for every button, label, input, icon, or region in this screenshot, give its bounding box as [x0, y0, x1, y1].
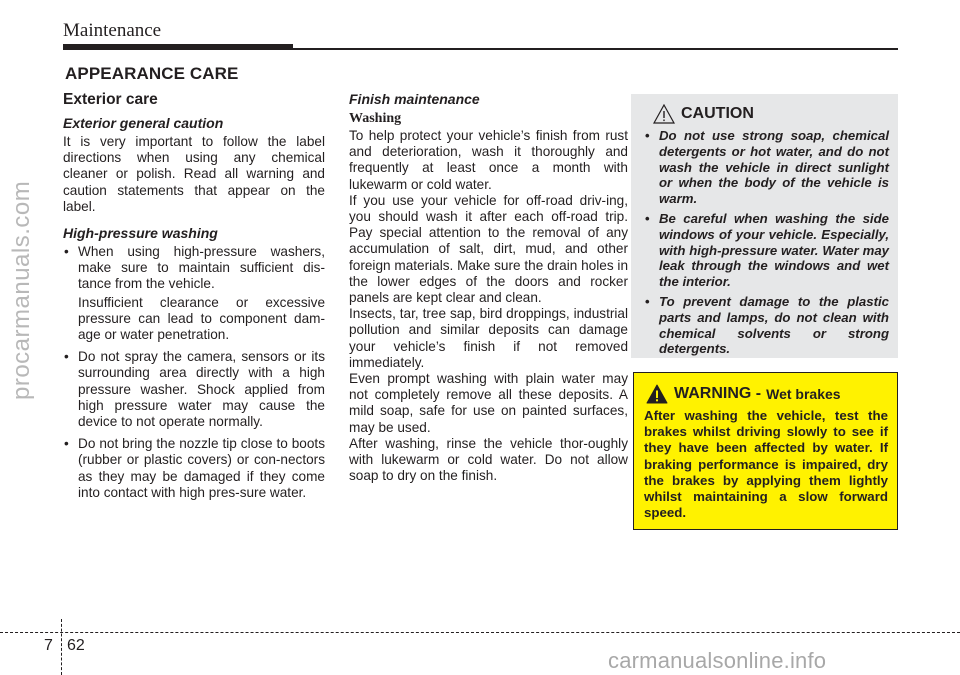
list-item: • To prevent damage to the plastic parts and lamps, do not clean with chemical solvents or strong detergents. — [641, 294, 889, 357]
header-bar — [63, 44, 293, 50]
footer-divider — [61, 619, 62, 675]
footer-watermark: carmanualsonline.info — [608, 648, 827, 673]
washing-subheading: Washing — [349, 111, 402, 126]
list-item: • When using high-pressure washers, make sure to maintain sufficient dis-tance from the vehicle. — [63, 244, 325, 293]
finish-maintenance-subheading: Finish maintenance — [349, 91, 480, 107]
header-rule — [293, 48, 898, 50]
general-caution-subheading: Exterior general caution — [63, 115, 224, 131]
washing-paragraph: After washing, rinse the vehicle thor-oughly with lukewarm or cold water. Do not allow soap to dry on the finish. — [349, 435, 628, 484]
warning-box — [633, 372, 898, 530]
list-item: • Do not bring the nozzle tip close to boots (rubber or plastic covers) or con-nectors as they may be damaged if they come into contact with high pres-sure water. — [63, 436, 325, 501]
list-item: • Do not use strong soap, chemical detergents or hot water, and do not wash the vehicle in direct sunlight or when the body of the vehicle is warm. — [641, 128, 889, 207]
chapter-header-title: Maintenance — [63, 20, 162, 41]
washing-paragraph: To help protect your vehicle’s finish from rust and deterioration, wash it thoroughly and frequently at least once a month with lukewarm or cold water. — [349, 128, 628, 192]
general-caution-paragraph: It is very important to follow the label directions when using any chemical cleaner or polish. Read all warning and caution statements that appear on the label. — [63, 134, 325, 214]
caution-box — [631, 94, 898, 358]
washing-paragraph: If you use your vehicle for off-road driv-ing, you should wash it after each off-road trip. Pay special attention to the removal of any accumulation of salt, dirt, mud, and other foreign materials. Make sure the drain holes in the lower edges of the doors and rocker panels are kept clear and clean. — [349, 192, 628, 306]
column-middle — [349, 91, 628, 484]
washing-paragraph: Insects, tar, tree sap, bird droppings, industrial pollution and similar deposits can damage your vehicle’s finish if not removed immediately. — [349, 306, 628, 370]
list-item: • Do not spray the camera, sensors or its surrounding area directly with a high pressure washer. Shock applied from high pressure water may cause the device to not operate normally. — [63, 349, 325, 430]
caution-title: CAUTION — [681, 105, 754, 122]
warning-subtitle: Wet brakes — [766, 386, 841, 402]
high-pressure-list — [63, 244, 325, 293]
high-pressure-subheading: High-pressure washing — [63, 225, 218, 242]
list-item-continuation: Insufficient clearance or excessive pressure can lead to component dam-age or water penetration. — [78, 294, 325, 343]
footer-rule — [0, 632, 960, 633]
side-watermark: procarmanuals.com — [8, 180, 35, 400]
footer-chapter-number: 7 — [44, 637, 53, 654]
warning-body: After washing the vehicle, test the brakes whilst driving slowly to see if they have been affected by water. If braking performance is impaired, dry the brakes by applying them lightly whilst maintaining a slow forward speed. — [644, 408, 888, 521]
warning-triangle-icon — [646, 384, 668, 404]
section-title: APPEARANCE CARE — [65, 64, 239, 83]
list-item: • Be careful when washing the side windows of your vehicle. Especially, with high-pressure water. Water may leak through the windows and wet the interior. — [641, 211, 889, 290]
warning-title: WARNING - — [674, 385, 762, 402]
caution-list — [641, 128, 889, 357]
washing-paragraph: Even prompt washing with plain water may not completely remove all these deposits. A mild soap, safe for use on painted surfaces, may be used. — [349, 371, 628, 435]
column-left — [63, 91, 325, 507]
exterior-care-heading: Exterior care — [63, 91, 158, 108]
caution-triangle-icon — [653, 104, 675, 124]
footer-page-number: 62 — [67, 637, 85, 654]
